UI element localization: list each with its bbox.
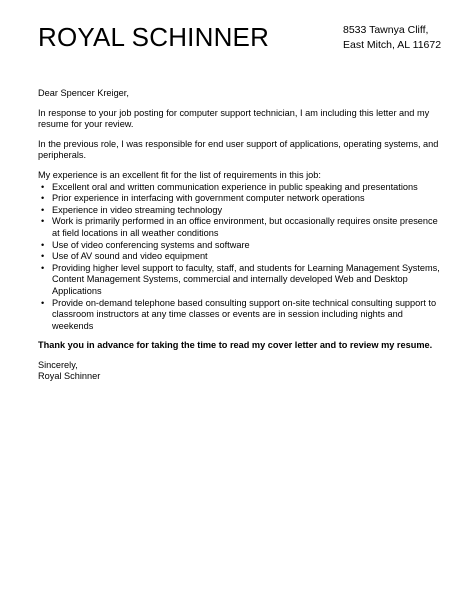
thank-you-line: Thank you in advance for taking the time to read my cover letter and to review my resume. <box>38 340 433 351</box>
salutation: Dear Spencer Kreiger, <box>38 88 129 98</box>
list-item: • Experience in video streaming technology <box>52 205 440 217</box>
requirements-list <box>38 182 440 333</box>
list-item: • Excellent oral and written communication experience in public speaking and presentations <box>52 182 440 194</box>
applicant-name: ROYAL SCHINNER <box>38 22 270 52</box>
signature: Royal Schinner <box>38 371 101 382</box>
letter-body <box>38 88 440 383</box>
list-item: • Provide on-demand telephone based consulting support on-site technical consulting support to classroom instructors at any time classes or events are in session including nights and weekends <box>52 298 440 333</box>
address-line-1: 8533 Tawnya Cliff, <box>343 24 429 36</box>
applicant-address <box>343 23 441 53</box>
paragraph-intro: In response to your job posting for computer support technician, I am including this letter and my resume for your review. <box>38 107 430 130</box>
list-item: • Providing higher level support to faculty, staff, and students for Learning Management Systems, Content Management Systems, commercial and internally developed Web and Desktop Applications <box>52 263 440 298</box>
list-item: • Prior experience in interfacing with government computer network operations <box>52 193 440 205</box>
paragraph-previous-role: In the previous role, I was responsible for end user support of applications, operating systems, and peripherals. <box>38 138 439 161</box>
paragraph-fit: My experience is an excellent fit for the list of requirements in this job: <box>38 169 321 180</box>
list-item: • Work is primarily performed in an office environment, but occasionally requires onsite presence at field locations in all weather conditions <box>52 216 440 239</box>
address-line-2: East Mitch, AL 11672 <box>343 39 442 51</box>
list-item: • Use of video conferencing systems and software <box>52 240 440 252</box>
closing: Sincerely, <box>38 359 78 370</box>
list-item: • Use of AV sound and video equipment <box>52 251 440 263</box>
